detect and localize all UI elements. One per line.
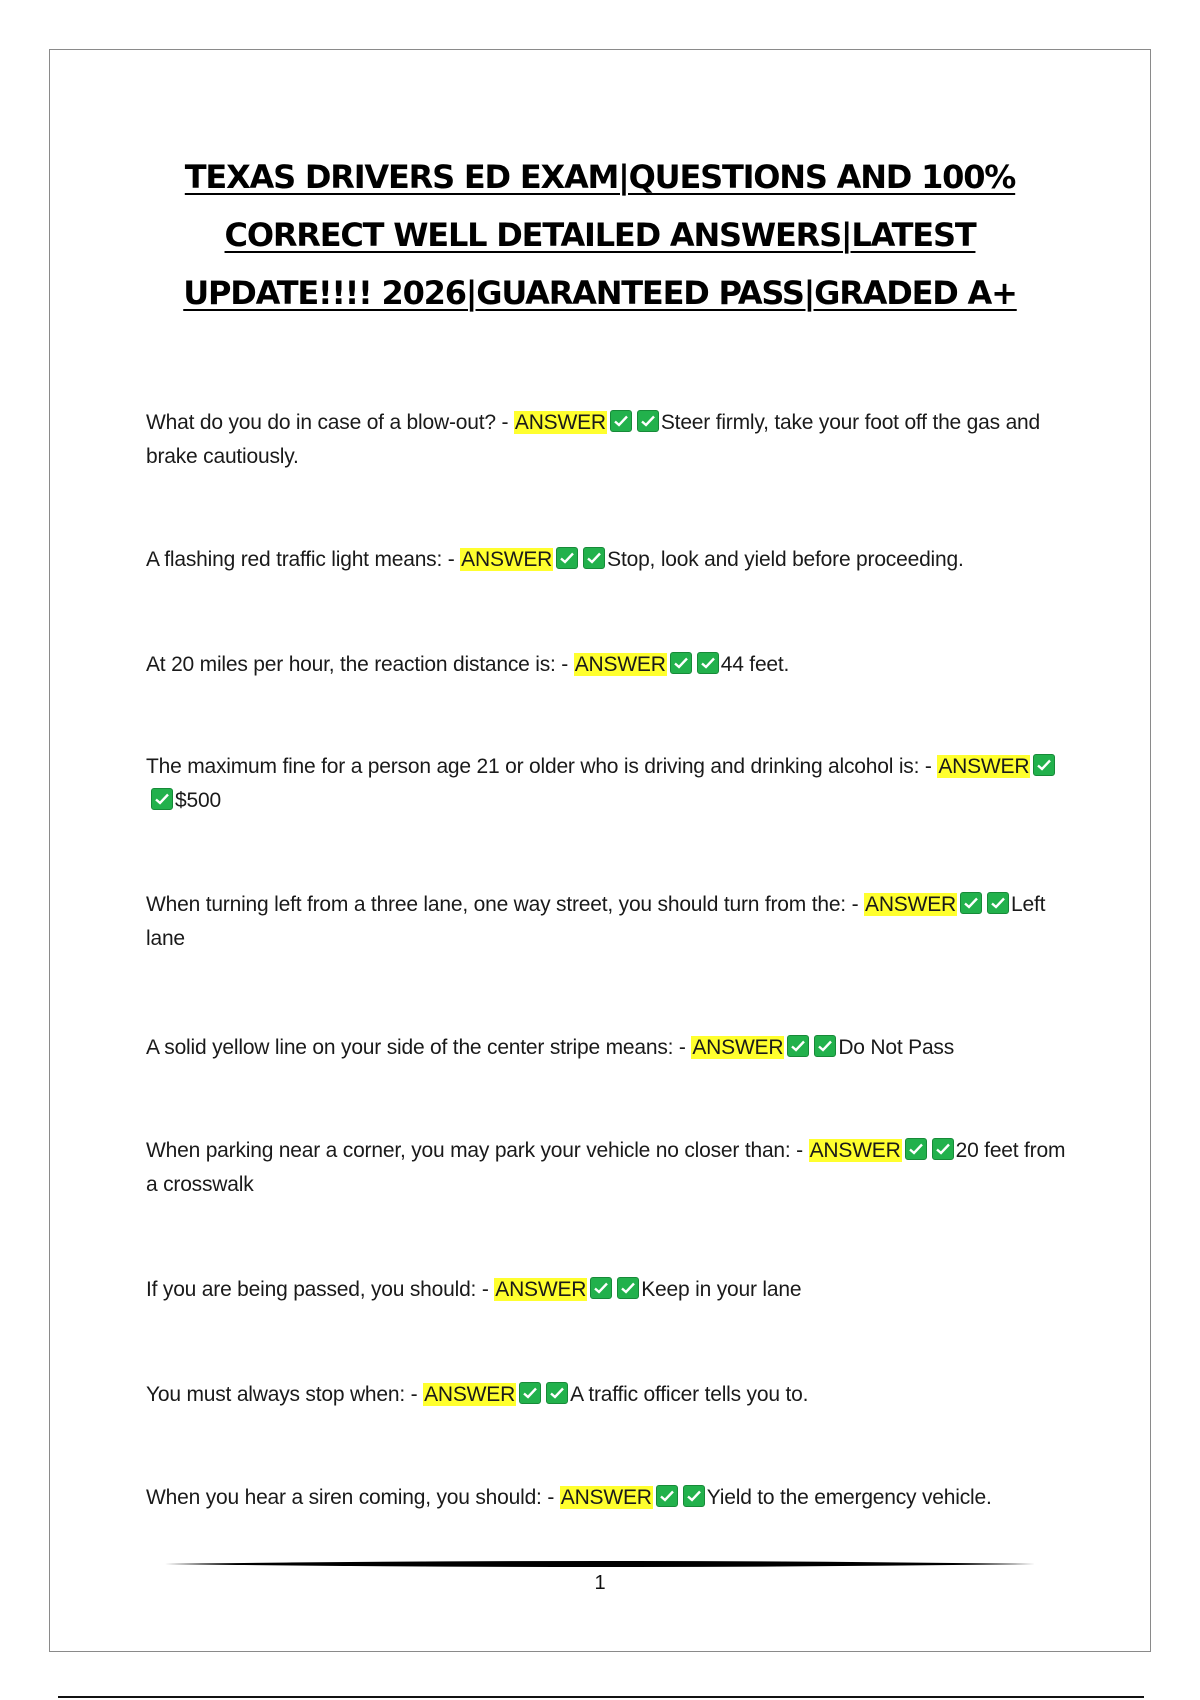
question-text: You must always stop when: - [146, 1383, 424, 1406]
qa-item [146, 888, 1066, 956]
next-page-edge [58, 1696, 1144, 1698]
question-text: When parking near a corner, you may park your vehicle no closer than: - [146, 1139, 809, 1162]
qa-item [146, 750, 1066, 818]
question-text: A flashing red traffic light means: - [146, 548, 461, 571]
check-mark-icon [905, 1138, 927, 1160]
question-text: At 20 miles per hour, the reaction distance is: - [146, 653, 574, 676]
question-text: What do you do in case of a blow-out? - [146, 411, 514, 434]
question-text: The maximum fine for a person age 21 or older who is driving and drinking alcohol is: - [146, 755, 938, 778]
answer-text: Yield to the emergency vehicle. [706, 1486, 992, 1509]
answer-label: ANSWER [938, 755, 1030, 778]
answer-text: Left lane [146, 893, 1046, 950]
answer-label: ANSWER [514, 411, 606, 434]
check-mark-icon [932, 1138, 954, 1160]
check-mark-icon [590, 1277, 612, 1299]
check-mark-icon [617, 1277, 639, 1299]
check-mark-icon [1033, 754, 1055, 776]
check-mark-icon [987, 892, 1009, 914]
check-mark-icon [814, 1035, 836, 1057]
question-text: When you hear a siren coming, you should: - [146, 1486, 560, 1509]
qa-item [146, 543, 1066, 577]
check-mark-icon [610, 410, 632, 432]
qa-item [146, 1273, 1066, 1307]
answer-text: A traffic officer tells you to. [570, 1383, 809, 1406]
check-mark-icon [151, 788, 173, 810]
answer-label: ANSWER [574, 653, 666, 676]
check-mark-icon [556, 547, 578, 569]
check-mark-icon [787, 1035, 809, 1057]
page-number: 1 [594, 1572, 606, 1594]
answer-label: ANSWER [865, 893, 956, 916]
qa-item [146, 648, 1066, 682]
answer-text: 44 feet. [720, 653, 790, 676]
check-mark-icon [960, 892, 982, 914]
question-text: When turning left from a three lane, one way street, you should turn from the: - [146, 893, 865, 916]
check-mark-icon [637, 410, 659, 432]
check-mark-icon [670, 652, 692, 674]
check-mark-icon [519, 1382, 541, 1404]
answer-label: ANSWER [495, 1278, 587, 1301]
answer-text: Keep in your lane [641, 1278, 802, 1301]
check-mark-icon [546, 1382, 568, 1404]
answer-label: ANSWER [424, 1383, 516, 1406]
qa-item [146, 1378, 1066, 1412]
answer-label: ANSWER [692, 1036, 784, 1059]
answer-text: Stop, look and yield before proceeding. [607, 548, 964, 571]
question-text: A solid yellow line on your side of the center stripe means: - [146, 1036, 692, 1059]
check-mark-icon [583, 547, 605, 569]
answer-label: ANSWER [809, 1139, 901, 1162]
answer-text: Steer firmly, take your foot off the gas and brake cautiously. [146, 411, 1041, 468]
answer-text: 20 feet from a crosswalk [146, 1139, 1066, 1196]
answer-label: ANSWER [560, 1486, 652, 1509]
qa-item [146, 406, 1066, 474]
check-mark-icon [697, 652, 719, 674]
answer-text: Do Not Pass [838, 1036, 955, 1059]
qa-item [146, 1481, 1066, 1515]
document-title: TEXAS DRIVERS ED EXAM|QUESTIONS AND 100% CORRECT WELL DETAILED ANSWERS|LATEST UPDATE!!!! 2026|GUARANTEED PASS|GRADED A+ [183, 158, 1017, 312]
check-mark-icon [656, 1485, 678, 1507]
qa-item [146, 1031, 1066, 1065]
answer-text: $500 [175, 789, 221, 812]
answer-label: ANSWER [461, 548, 553, 571]
check-mark-icon [683, 1485, 705, 1507]
qa-item [146, 1134, 1066, 1202]
question-text: If you are being passed, you should: - [146, 1278, 495, 1301]
footer-divider [165, 1559, 1035, 1569]
